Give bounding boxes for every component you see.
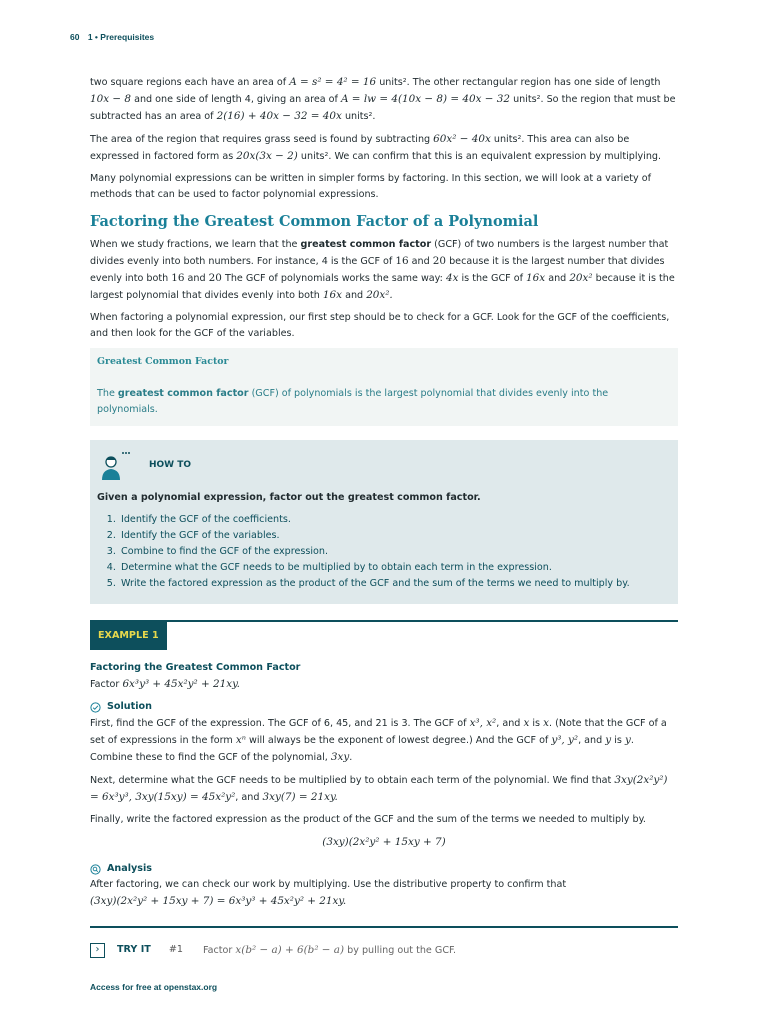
definition-box — [90, 348, 678, 426]
factored-result: (3xy)(2x²y² + 15xy + 7) — [322, 836, 446, 848]
section-heading: Factoring the Greatest Common Factor of a Polynomial — [90, 213, 539, 230]
howto-step: 1. Identify the GCF of the coefficients. — [119, 512, 670, 528]
intro-paragraph-3: Many polynomial expressions can be written in simpler forms by factoring. In this section, we will look at a variety of methods that can be used to factor polynomial expressions. — [90, 173, 651, 200]
howto-box — [90, 440, 678, 604]
try-it-label: TRY IT — [117, 944, 151, 955]
section-paragraph-2: When factoring a polynomial expression, our first step should be to check for a GCF. Look for the GCF of the coefficients, and then look for the GCF of the variables. — [90, 312, 670, 339]
magnifier-icon — [90, 864, 101, 875]
definition-title: Greatest Common Factor — [97, 356, 229, 367]
running-header — [70, 32, 154, 42]
try-it-number: #1 — [168, 944, 183, 955]
howto-step: 3. Combine to find the GCF of the expression. — [119, 544, 670, 560]
solution-paragraph-1: First, find the GCF of the expression. The GCF of 6, 45, and 21 is 3. The GCF of x³, x², and x is x. (Note that the GCF of a set of expressions in the form xⁿ will always be the exponent of lowest degree.) And the GCF of y³, y², and y is y. Combine these to find the GCF of the polynomial, 3xy. — [90, 717, 667, 763]
check-circle-icon — [90, 702, 101, 713]
page-number: 60 — [70, 32, 80, 42]
math-expression: 10x − 8 — [90, 93, 132, 105]
solution-paragraph-3: Finally, write the factored expression as the product of the GCF and the sum of the terms we needed to multiply by. — [90, 814, 646, 825]
math-expression: A = s² = 4² = 16 — [289, 76, 377, 88]
solution-heading[interactable]: Solution — [90, 699, 678, 715]
definition-body: The greatest common factor (GCF) of polynomials is the largest polynomial that divides evenly into the polynomials. — [97, 388, 609, 415]
footer-link[interactable]: Access for free at openstax.org — [90, 982, 218, 992]
analysis-paragraph: After factoring, we can check our work by multiplying. Use the distributive property to confirm that (3xy)(2x²y² + 15xy + 7) = 6x³y³ + 45x²y² + 21xy. — [90, 879, 567, 907]
try-it-row — [90, 942, 678, 959]
example-bottom-rule — [90, 926, 678, 928]
chapter-label: 1 • Prerequisites — [87, 32, 155, 42]
example-prompt: Factor 6x³y³ + 45x²y² + 21xy. — [90, 678, 240, 690]
howto-step: 5. Write the factored expression as the product of the GCF and the sum of the terms we need to multiply by. — [119, 576, 670, 592]
try-it-text: Factor x(b² − a) + 6(b² − a) by pulling out the GCF. — [202, 943, 457, 956]
math-expression: 20x(3x − 2) — [236, 150, 298, 162]
intro-paragraph-2: The area of the region that requires grass seed is found by subtracting 60x² − 40x units². This area can also be expressed in factored form as 20x(3x − 2) units². We can confirm that this is an equivalent expression by multiplying. — [90, 133, 662, 162]
math-expression: 6x³y³ + 45x²y² + 21xy. — [122, 678, 240, 690]
section-paragraph-1: When we study fractions, we learn that the greatest common factor (GCF) of two numbers is the largest number that divides evenly into both numbers. For instance, 4 is the GCF of 16 and 20 because it is the largest number that divides evenly into both 16 and 20 The GCF of polynomials works the same way: 4x is the GCF of 16x and 20x² because it is the largest polynomial that divides evenly into both 16x and 20x². — [90, 239, 675, 301]
person-thinking-icon — [97, 448, 137, 482]
howto-steps — [97, 512, 670, 592]
math-expression: 2(16) + 40x − 32 = 40x — [216, 110, 342, 122]
example-badge: EXAMPLE 1 — [90, 622, 167, 650]
example-title: Factoring the Greatest Common Factor — [90, 662, 301, 673]
howto-given: Given a polynomial expression, factor out the greatest common factor. — [97, 492, 481, 503]
example-top-rule — [90, 620, 678, 622]
key-term: greatest common factor — [300, 239, 432, 250]
analysis-heading[interactable]: Analysis — [90, 861, 678, 877]
page-content — [90, 74, 678, 959]
solution-paragraph-2: Next, determine what the GCF needs to be multiplied by to obtain each term of the polynomial. We find that 3xy(2x²y²) = 6x³y³, 3xy(15xy) = 45x²y², and 3xy(7) = 21xy. — [90, 774, 668, 803]
howto-label: HOW TO — [149, 460, 192, 470]
chevron-right-icon[interactable]: › — [90, 943, 105, 958]
math-expression: A = lw = 4(10x − 8) = 40x − 32 — [341, 93, 510, 105]
howto-step: 4. Determine what the GCF needs to be multiplied by to obtain each term in the expression. — [119, 560, 670, 576]
howto-step: 2. Identify the GCF of the variables. — [119, 528, 670, 544]
intro-paragraph-1: two square regions each have an area of A = s² = 4² = 16 units². The other rectangular region has one side of length 10x − 8 and one side of length 4, giving an area of A = lw = 4(10x − 8) = 40x − 32 units². So the region that must be subtracted has an area of 2(16) + 40x − 32 = 40x units². — [90, 76, 676, 122]
math-expression: 60x² − 40x — [433, 133, 491, 145]
